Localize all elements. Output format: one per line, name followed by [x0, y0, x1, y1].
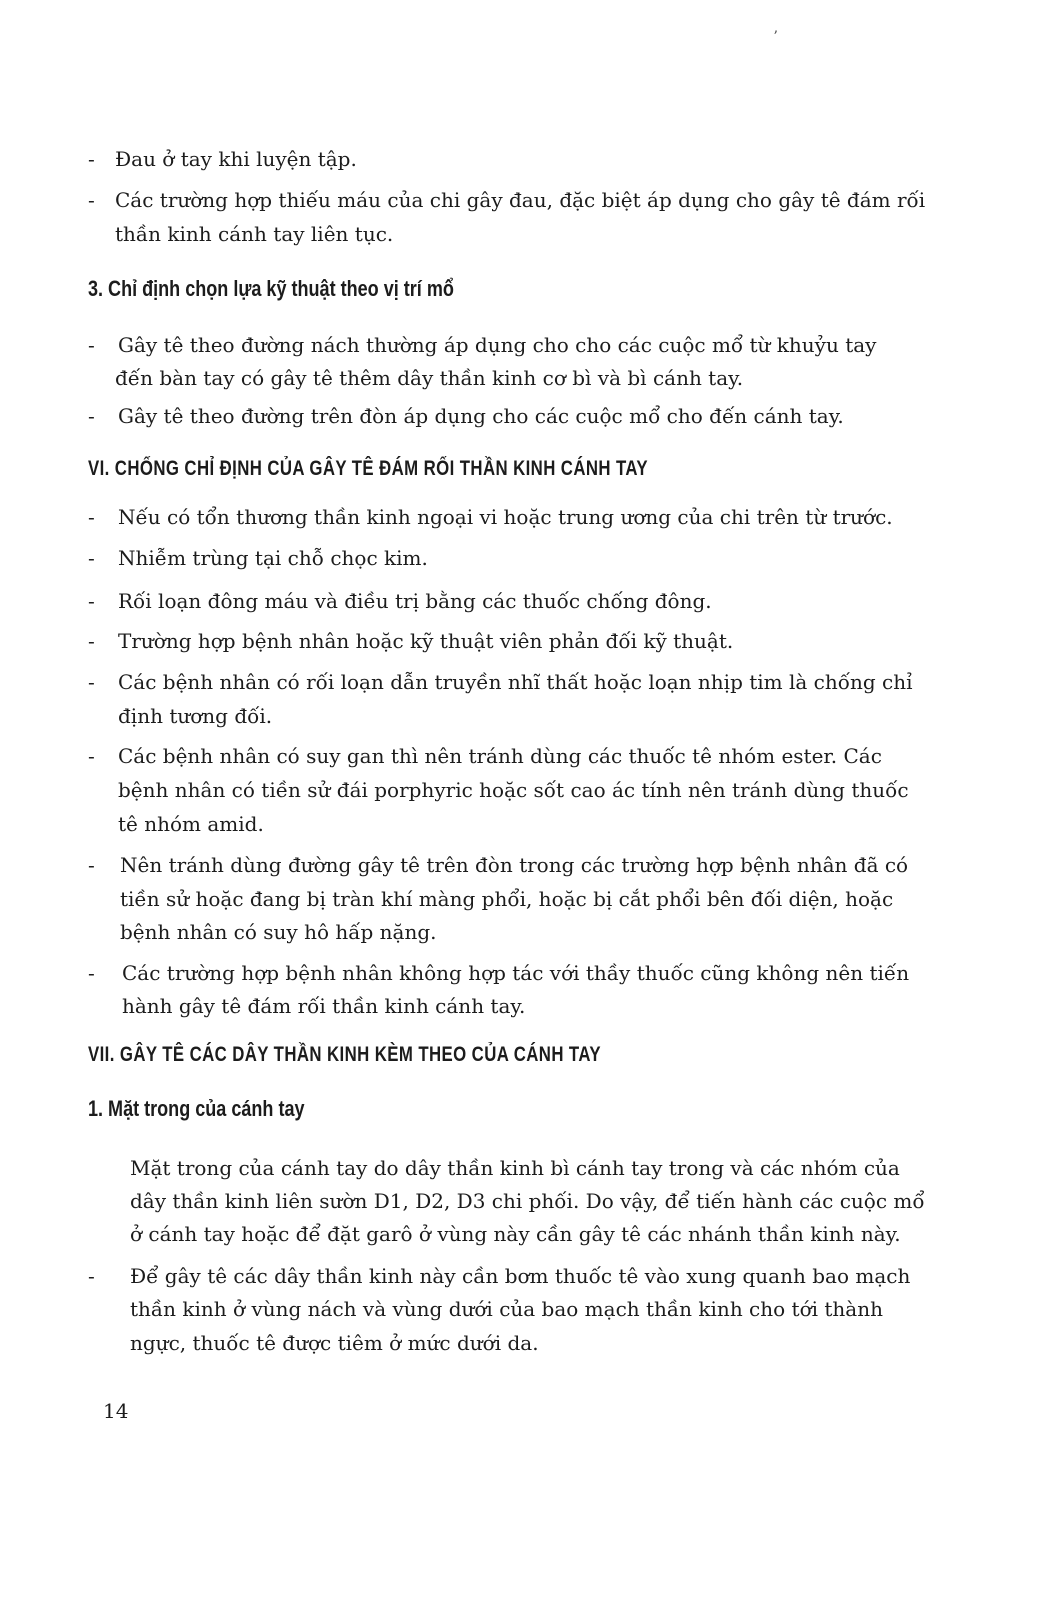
bullet-line: bệnh nhân có tiền sử đái porphyric hoặc sốt cao ác tính nên tránh dùng thuốc [118, 778, 909, 802]
bullet-line: Các bệnh nhân có suy gan thì nên tránh dùng các thuốc tê nhóm ester. Các [118, 744, 882, 768]
bullet-dash: - [88, 853, 95, 877]
bullet-line: tê nhóm amid. [118, 812, 264, 836]
bullet-dash: - [88, 333, 95, 357]
bullet-line: định tương đối. [118, 704, 273, 728]
bullet-line: Nhiễm trùng tại chỗ chọc kim. [118, 546, 428, 570]
bullet-dash: - [88, 147, 95, 171]
subheading-1: 1. Mặt trong của cánh tay [88, 1096, 305, 1121]
bullet-line: Để gây tê các dây thần kinh này cần bơm thuốc tê vào xung quanh bao mạch [130, 1264, 911, 1288]
bullet-line: thần kinh ở vùng nách và vùng dưới của bao mạch thần kinh cho tới thành [130, 1297, 883, 1321]
scan-speck: ʼ [773, 29, 778, 45]
bullet-dash: - [88, 1264, 95, 1288]
bullet-line: Các bệnh nhân có rối loạn dẫn truyền nhĩ thất hoặc loạn nhịp tim là chống chỉ [118, 670, 913, 694]
bullet-line: Các trường hợp thiếu máu của chi gây đau, đặc biệt áp dụng cho gây tê đám rối [115, 188, 926, 212]
bullet-line: Đau ở tay khi luyện tập. [115, 147, 357, 171]
bullet-line: Nên tránh dùng đường gây tê trên đòn trong các trường hợp bệnh nhân đã có [120, 853, 909, 877]
bullet-dash: - [88, 670, 95, 694]
paragraph-line: dây thần kinh liên sườn D1, D2, D3 chi phối. Do vậy, để tiến hành các cuộc mổ [130, 1189, 925, 1213]
bullet-line: Trường hợp bệnh nhân hoặc kỹ thuật viên phản đối kỹ thuật. [118, 629, 734, 653]
bullet-line: đến bàn tay có gây tê thêm dây thần kinh cơ bì và bì cánh tay. [115, 366, 744, 390]
bullet-dash: - [88, 629, 95, 653]
bullet-dash: - [88, 961, 95, 985]
heading-vi: VI. CHỐNG CHỈ ĐỊNH CỦA GÂY TÊ ĐÁM RỐI THẦN KINH CÁNH TAY [88, 457, 649, 480]
paragraph-line: ở cánh tay hoặc để đặt garô ở vùng này cần gây tê các nhánh thần kinh này. [130, 1222, 901, 1246]
bullet-dash: - [88, 589, 95, 613]
bullet-dash: - [88, 188, 95, 212]
bullet-line: Rối loạn đông máu và điều trị bằng các thuốc chống đông. [118, 589, 712, 613]
bullet-line: Gây tê theo đường nách thường áp dụng cho cho các cuộc mổ từ khuỷu tay [118, 333, 877, 357]
bullet-dash: - [88, 505, 95, 529]
bullet-line: bệnh nhân có suy hô hấp nặng. [120, 920, 437, 944]
bullet-line: Nếu có tổn thương thần kinh ngoại vi hoặc trung ương của chi trên từ trước. [118, 505, 893, 529]
bullet-line: tiền sử hoặc đang bị tràn khí màng phổi, hoặc bị cắt phổi bên đối diện, hoặc [120, 887, 894, 911]
bullet-dash: - [88, 546, 95, 570]
paragraph-line: Mặt trong của cánh tay do dây thần kinh bì cánh tay trong và các nhóm của [130, 1156, 900, 1180]
bullet-line: thần kinh cánh tay liên tục. [115, 222, 394, 246]
subheading-3: 3. Chỉ định chọn lựa kỹ thuật theo vị trí mổ [88, 276, 454, 301]
bullet-line: hành gây tê đám rối thần kinh cánh tay. [122, 994, 526, 1018]
page-number: 14 [103, 1399, 129, 1423]
bullet-line: ngực, thuốc tê được tiêm ở mức dưới da. [130, 1331, 539, 1355]
bullet-dash: - [88, 744, 95, 768]
bullet-dash: - [88, 404, 95, 428]
bullet-line: Các trường hợp bệnh nhân không hợp tác với thầy thuốc cũng không nên tiến [122, 961, 910, 985]
bullet-line: Gây tê theo đường trên đòn áp dụng cho các cuộc mổ cho đến cánh tay. [118, 404, 844, 428]
heading-vii: VII. GÂY TÊ CÁC DÂY THẦN KINH KÈM THEO CỦA CÁNH TAY [88, 1043, 601, 1066]
